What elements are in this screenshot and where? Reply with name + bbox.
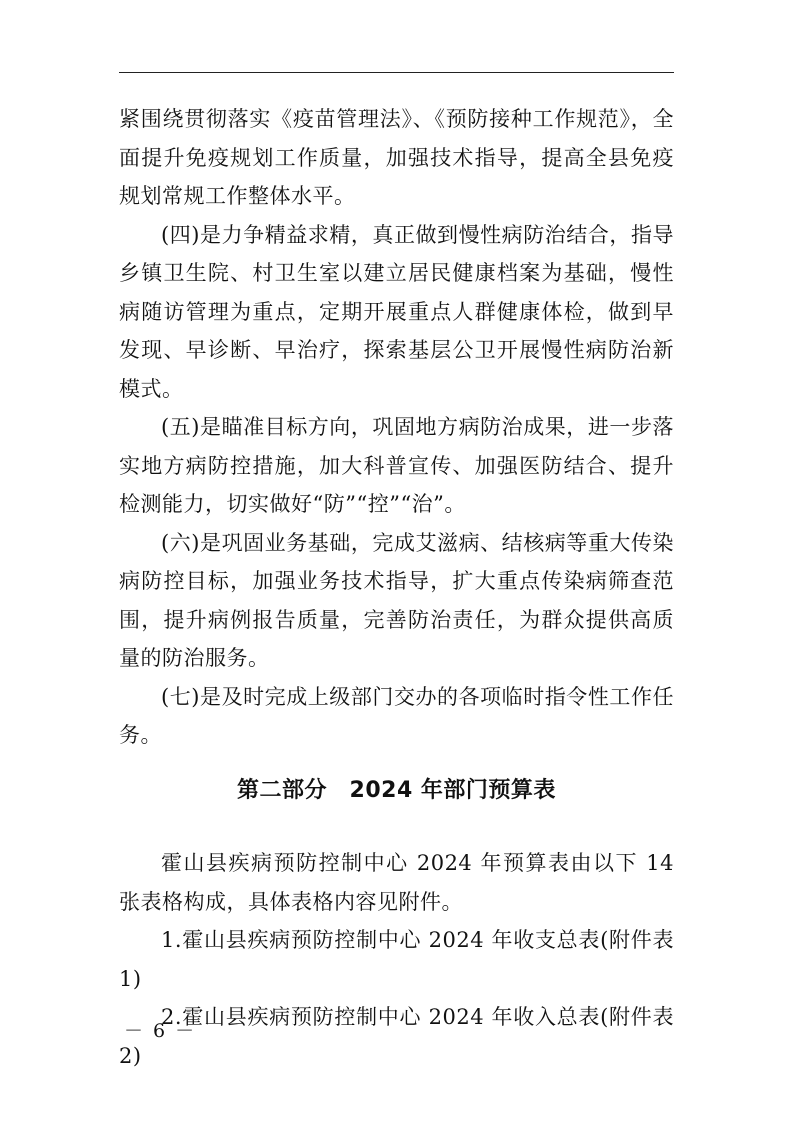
header-rule [119, 72, 674, 73]
section-body [119, 844, 674, 1075]
paragraph-item-4: (四)是力争精益求精，真正做到慢性病防治结合，指导乡镇卫生院、村卫生室以建立居民健康档案为基础，慢性病随访管理为重点，定期开展重点人群健康体检，做到早发现、早诊断、早治疗，探索基层公卫开展慢性病防治新模式。 [119, 222, 674, 401]
list-item-table-1: 1.霍山县疾病预防控制中心 2024 年收支总表(附件表 1) [119, 928, 674, 991]
paragraph-item-5: (五)是瞄准目标方向，巩固地方病防治成果，进一步落实地方病防控措施，加大科普宣传、加强医防结合、提升检测能力，切实做好“防”“控”“治”。 [119, 415, 674, 516]
paragraph-immunization: 紧围绕贯彻落实《疫苗管理法》、《预防接种工作规范》，全面提升免疫规划工作质量，加强技术指导，提高全县免疫规划常规工作整体水平。 [119, 107, 674, 208]
body-text [119, 100, 674, 755]
paragraph-item-7: (七)是及时完成上级部门交办的各项临时指令性工作任务。 [119, 684, 674, 747]
list-item-table-2: 2.霍山县疾病预防控制中心 2024 年收入总表(附件表 2) [119, 1005, 674, 1068]
section-title: 第二部分 2024 年部门预算表 [237, 778, 556, 803]
page-number: － 6 － [124, 1020, 197, 1042]
paragraph-item-6: (六)是巩固业务基础，完成艾滋病、结核病等重大传染病防控目标，加强业务技术指导，扩大重点传染病筛查范围，提升病例报告质量，完善防治责任，为群众提供高质量的防治服务。 [119, 530, 674, 670]
paragraph-budget-intro: 霍山县疾病预防控制中心 2024 年预算表由以下 14 张表格构成，具体表格内容见附件。 [119, 851, 674, 914]
